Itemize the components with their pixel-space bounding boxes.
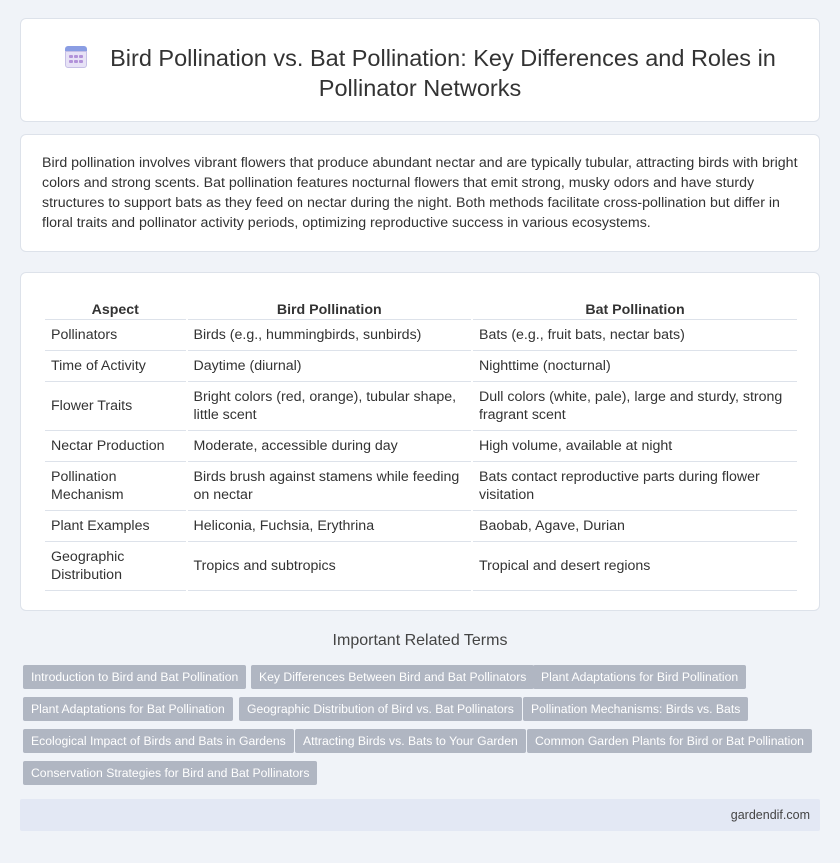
page-title-text: Bird Pollination vs. Bat Pollination: Key Differences and Roles in Pollinator Networks [110,45,776,101]
table-row [45,431,797,462]
intro-card [20,134,820,252]
related-term-link[interactable]: Introduction to Bird and Bat Pollination [23,665,246,689]
table-cell-aspect: Plant Examples [45,511,186,542]
table-row [45,320,797,351]
table-cell-bat: Baobab, Agave, Durian [473,511,797,542]
table-cell-bat: Bats contact reproductive parts during flower visitation [473,462,797,511]
table-cell-bat: Tropical and desert regions [473,542,797,591]
table-cell-bat: High volume, available at night [473,431,797,462]
table-cell-aspect: Pollination Mechanism [45,462,186,511]
table-cell-bat: Bats (e.g., fruit bats, nectar bats) [473,320,797,351]
table-cell-bat: Dull colors (white, pale), large and sturdy, strong fragrant scent [473,382,797,431]
table-row [45,351,797,382]
related-term-link[interactable]: Conservation Strategies for Bird and Bat Pollinators [23,761,317,785]
related-term-link[interactable]: Plant Adaptations for Bird Pollination [533,665,746,689]
table-cell-aspect: Time of Activity [45,351,186,382]
related-term-link[interactable]: Geographic Distribution of Bird vs. Bat Pollinators [239,697,522,721]
table-cell-bird: Birds brush against stamens while feeding on nectar [188,462,471,511]
table-row [45,462,797,511]
comparison-table [43,295,799,591]
table-cell-aspect: Nectar Production [45,431,186,462]
table-cell-bird: Heliconia, Fuchsia, Erythrina [188,511,471,542]
table-cell-bat: Nighttime (nocturnal) [473,351,797,382]
table-cell-bird: Moderate, accessible during day [188,431,471,462]
page-title [21,43,819,103]
table-cell-aspect: Flower Traits [45,382,186,431]
footer-site-link[interactable]: gardendif.com [730,808,810,822]
column-header-bat: Bat Pollination [473,295,797,320]
related-term-link[interactable]: Ecological Impact of Birds and Bats in Gardens [23,729,294,753]
calendar-icon [64,46,88,68]
related-term-link[interactable]: Common Garden Plants for Bird or Bat Pollination [527,729,812,753]
footer-bar [20,799,820,831]
table-row [45,542,797,591]
table-row [45,382,797,431]
related-term-link[interactable]: Plant Adaptations for Bat Pollination [23,697,233,721]
table-row [45,511,797,542]
table-cell-bird: Tropics and subtropics [188,542,471,591]
column-header-bird: Bird Pollination [188,295,471,320]
related-terms-title: Important Related Terms [332,632,508,649]
column-header-aspect: Aspect [45,295,186,320]
related-term-link[interactable]: Key Differences Between Bird and Bat Pollinators [251,665,534,689]
title-card [20,18,820,122]
table-header-row [45,295,797,320]
table-cell-bird: Bright colors (red, orange), tubular shape, little scent [188,382,471,431]
table-cell-bird: Daytime (diurnal) [188,351,471,382]
table-cell-aspect: Pollinators [45,320,186,351]
related-term-link[interactable]: Attracting Birds vs. Bats to Your Garden [295,729,526,753]
comparison-table-card [20,272,820,611]
table-cell-aspect: Geographic Distribution [45,542,186,591]
intro-paragraph: Bird pollination involves vibrant flowers that produce abundant nectar and are typically tubular, attracting birds with bright colors and strong scents. Bat pollination features nocturnal flowers that emit strong, musky odors and have sturdy structures to support bats as they feed on nectar during the night. Both methods facilitate cross-pollination but differ in floral traits and pollinator activity periods, optimizing reproductive success in various ecosystems. [42,155,798,231]
table-cell-bird: Birds (e.g., hummingbirds, sunbirds) [188,320,471,351]
related-term-link[interactable]: Pollination Mechanisms: Birds vs. Bats [523,697,748,721]
